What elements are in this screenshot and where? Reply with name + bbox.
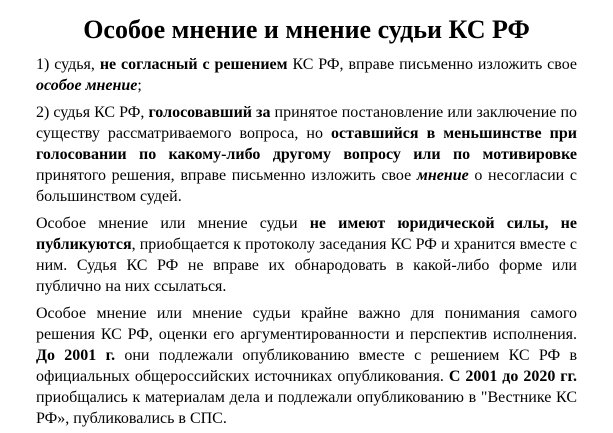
p1-bold-1: не согласный с решением <box>99 56 288 73</box>
p2-text-4: о несогласии с большинством судей. <box>36 167 578 205</box>
p4-text-1: Особое мнение или мнение судьи крайне важно для понимания самого решения КС РФ, оценки его аргументированности и перспектив исполнения. <box>36 305 577 343</box>
p2-bold-italic-1: мнение <box>416 167 469 184</box>
paragraph-dissenting-opinion <box>36 54 577 96</box>
p2-text-1: 2) судья КС РФ, <box>36 104 149 121</box>
p1-text-2: КС РФ, вправе письменно изложить свое <box>287 56 578 73</box>
p2-bold-2: оставшийся в меньшинстве при голосовании по какому-либо другому вопросу или по мотивировке <box>36 125 577 163</box>
p3-bold-1: не имеют юридической силы, не публикуются <box>36 215 577 253</box>
p2-text-3: принятого решения, вправе письменно изложить свое <box>36 167 417 184</box>
p4-text-2: они подлежали опубликованию вместе с решением КС РФ в официальных общероссийских источниках опубликования. <box>36 347 577 385</box>
p4-bold-2: С 2001 до 2020 гг. <box>448 368 578 385</box>
p4-text-3: приобщались к материалам дела и подлежали опубликованию в "Вестнике КС РФ», публиковались в СПС. <box>36 389 577 427</box>
p2-bold-1: голосовавший за <box>148 104 271 121</box>
paragraph-judge-opinion <box>36 102 577 207</box>
p1-bold-italic-1: особое мнение <box>36 77 138 94</box>
p4-bold-1: До 2001 г. <box>36 347 116 364</box>
p3-text-1: Особое мнение или мнение судьи <box>36 215 310 232</box>
p3-text-2: , приобщается к протоколу заседания КС РФ и хранится вместе с ним. Судья КС РФ не вправе их обнародовать в какой-либо форме или публично на них ссылаться. <box>36 236 577 295</box>
p1-text-3: ; <box>137 77 142 94</box>
paragraph-legal-force <box>36 213 577 297</box>
p2-text-2: принятое постановление или заключение по существу рассматриваемого вопроса, но <box>36 104 578 142</box>
slide-title: Особое мнение и мнение судьи КС РФ <box>83 15 530 44</box>
p1-text-1: 1) судья, <box>36 56 100 73</box>
paragraph-importance <box>36 303 577 429</box>
